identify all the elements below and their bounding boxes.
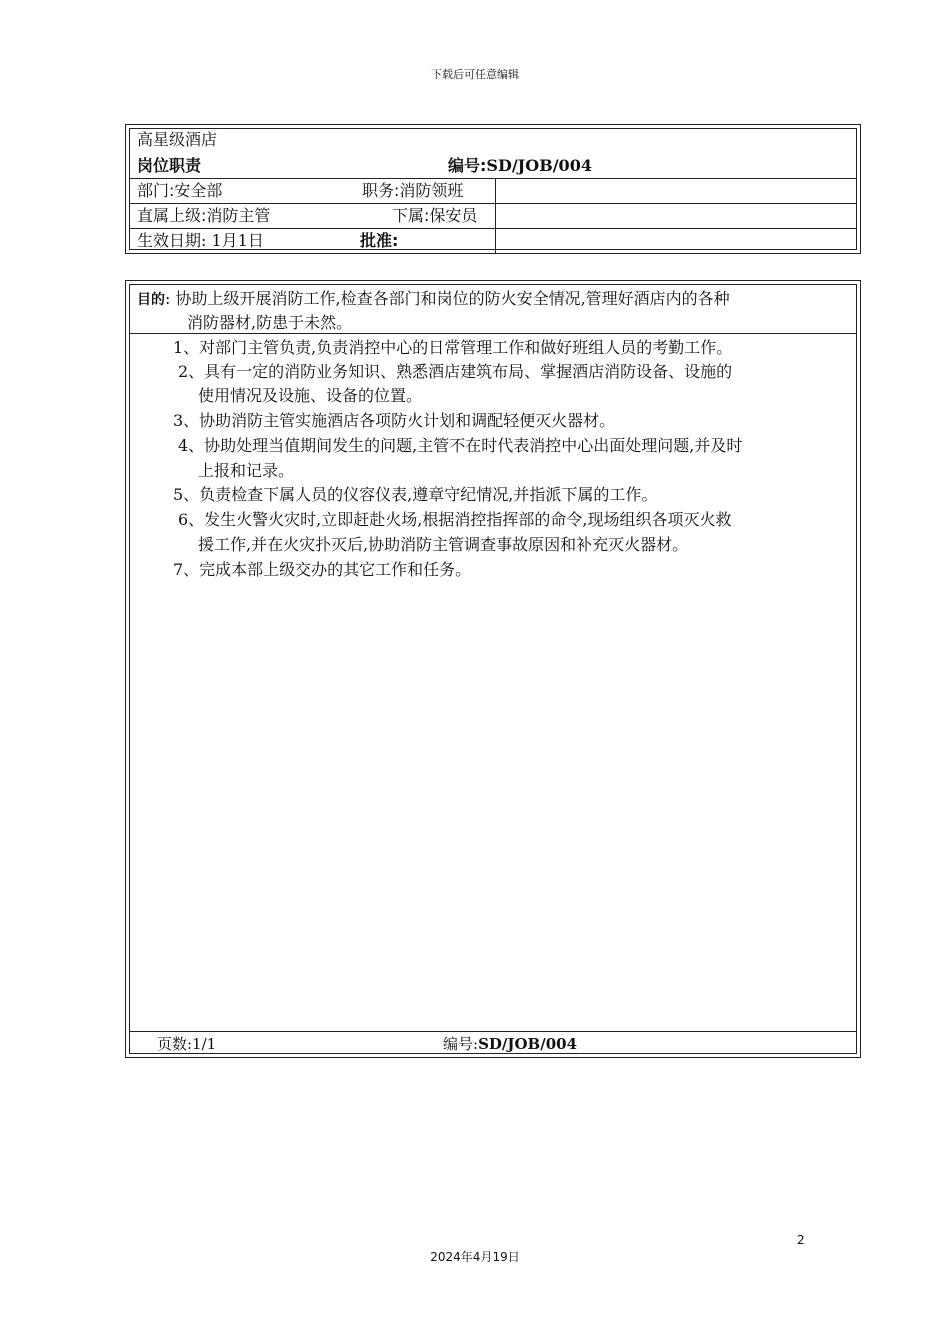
duty-3: 3、协助消防主管实施酒店各项防火计划和调配轻便灭火器材。 [173, 411, 616, 430]
position: 职务:消防领班 [362, 181, 464, 200]
duties-table [125, 280, 861, 1058]
doc-code-value: SD/JOB/004 [486, 156, 592, 175]
duty-6-cont: 援工作,并在火灾扑灭后,协助消防主管调查事故原因和补充灭火器材。 [198, 535, 689, 554]
hotel-name: 高星级酒店 [137, 130, 218, 149]
footer-code-label: 编号: [443, 1035, 479, 1053]
footer-code [443, 1034, 577, 1054]
approval: 批准: [360, 231, 399, 250]
duty-2: 2、具有一定的消防业务知识、熟悉酒店建筑布局、掌握酒店消防设备、设施的 [178, 362, 733, 381]
duty-6: 6、发生火警火灾时,立即赶赴火场,根据消控指挥部的命令,现场组织各项灭火救 [178, 510, 732, 529]
duty-5: 5、负责检查下属人员的仪容仪表,遵章守纪情况,并指派下属的工作。 [173, 485, 658, 504]
footer-page-count: 页数:1/1 [157, 1035, 217, 1053]
direct-superior: 直属上级:消防主管 [137, 206, 271, 225]
duty-1: 1、对部门主管负责,负责消控中心的日常管理工作和做好班组人员的考勤工作。 [173, 338, 733, 357]
duty-4: 4、协助处理当值期间发生的问题,主管不在时代表消控中心出面处理问题,并及时 [178, 436, 743, 455]
subordinate: 下属:保安员 [392, 206, 478, 225]
doc-code [448, 156, 592, 176]
department: 部门:安全部 [137, 181, 223, 200]
header-table [125, 124, 861, 254]
duty-7: 7、完成本部上级交办的其它工作和任务。 [173, 560, 472, 579]
purpose-line-2: 消防器材,防患于未然。 [187, 313, 353, 332]
doc-code-label: 编号: [448, 156, 487, 175]
purpose-line-1 [137, 287, 730, 312]
purpose-label: 目的 [137, 292, 165, 308]
top-note: 下载后可任意编辑 [431, 68, 519, 81]
bottom-date: 2024年4月19日 [430, 1250, 520, 1264]
doc-title: 岗位职责 [137, 156, 202, 175]
footer-code-value: SD/JOB/004 [478, 1035, 578, 1053]
duty-2-cont: 使用情况及设施、设备的位置。 [198, 386, 423, 405]
effective-date: 生效日期: 1月1日 [137, 231, 264, 250]
purpose-text-1: : 协助上级开展消防工作,检查各部门和岗位的防火安全情况,管理好酒店内的各种 [165, 289, 730, 308]
duty-4-cont: 上报和记录。 [198, 461, 295, 480]
page-number: 2 [797, 1233, 805, 1247]
